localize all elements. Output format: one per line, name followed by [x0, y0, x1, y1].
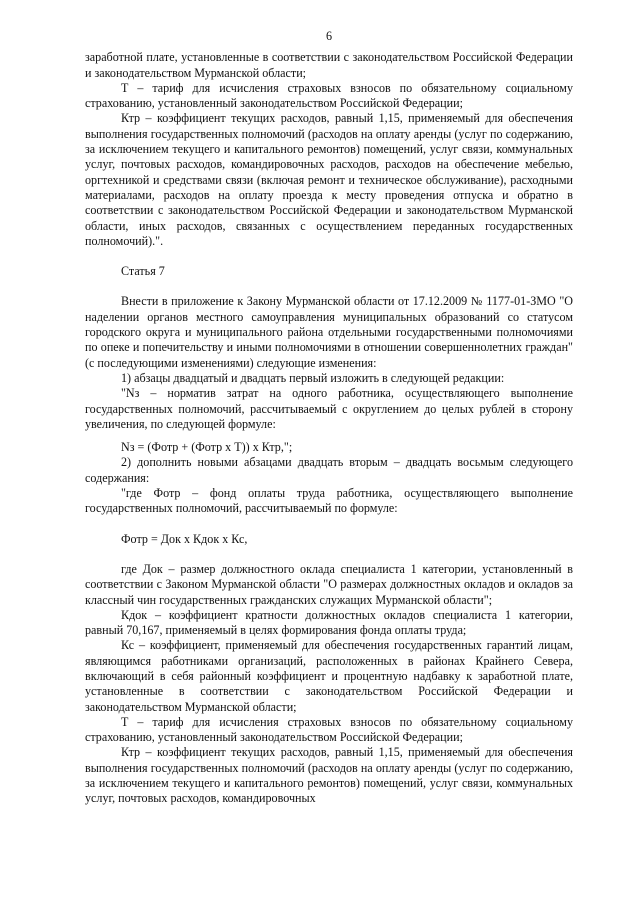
- spacer: [85, 517, 573, 532]
- paragraph: Кс – коэффициент, применяемый для обеспечения государственных гарантий лицам, являющимся работниками организаций, расположенных в районах Крайнего Севера, включающий в себя районный коэффициент и процентную надбавку к заработной плате, установленные в соответствии с законодательством Российской Федерации и законодательством Мурманской области;: [85, 638, 573, 714]
- page-number: 6: [325, 29, 333, 43]
- paragraph: где Док – размер должностного оклада специалиста 1 категории, установленный в соответствии с Законом Мурманской области "О размерах должностных окладов и окладов за классный чин государственных гражданских служащих Мурманской области";: [85, 561, 573, 607]
- spacer: [85, 547, 573, 562]
- spacer: [85, 249, 573, 264]
- paragraph: Т – тариф для исчисления страховых взносов по обязательному социальному страхованию, установленный законодательством Российской Федерации;: [85, 714, 573, 745]
- paragraph: заработной плате, установленные в соответствии с законодательством Российской Федерации и законодательством Мурманской области;: [85, 50, 573, 80]
- paragraph: 2) дополнить новыми абзацами двадцать вторым – двадцать восьмым следующего содержания:: [85, 455, 573, 485]
- paragraph: "Nз – норматив затрат на одного работника, осуществляющего выполнение государственных полномочий, рассчитываемый с округлением до целых рублей в сторону увеличения, по следующей формуле:: [85, 386, 573, 431]
- spacer: [85, 279, 573, 294]
- paragraph: Внести в приложение к Закону Мурманской области от 17.12.2009 № 1177-01-ЗМО "О наделении органов местного самоуправления муниципальных образований со статусом городского округа и муниципального района отдельными государственными полномочиями по опеке и попечительству и иными полномочиями в отношении совершеннолетних граждан" (с последующими изменениями) следующие изменения:: [85, 294, 573, 370]
- paragraph: Ктр – коэффициент текущих расходов, равный 1,15, применяемый для обеспечения выполнения государственных полномочий (расходов на оплату аренды (услуг по содержанию, за исключением текущего и капитального ремонтов) помещений, услуг связи, коммунальных услуг, почтовых расходов, командировочных: [85, 745, 573, 806]
- paragraph: 1) абзацы двадцатый и двадцать первый изложить в следующей редакции:: [121, 370, 505, 385]
- spacer: [85, 432, 573, 440]
- paragraph: "где Фотр – фонд оплаты труда работника, осуществляющего выполнение государственных полномочий, рассчитываемый по формуле:: [85, 486, 573, 516]
- paragraph: Т – тариф для исчисления страховых взносов по обязательному социальному страхованию, установленный законодательством Российской Федерации;: [85, 80, 573, 111]
- document-page: [85, 29, 573, 807]
- formula: Фотр = Док x Кдок x Кс,: [121, 531, 248, 546]
- paragraph: Кдок – коэффициент кратности должностных окладов специалиста 1 категории, равный 70,167, применяемый в целях формирования фонда оплаты труда;: [85, 607, 573, 638]
- formula: Nз = (Фотр + (Фотр x Т)) x Ктр,";: [121, 440, 293, 455]
- article-heading: Статья 7: [121, 264, 165, 279]
- paragraph: Ктр – коэффициент текущих расходов, равный 1,15, применяемый для обеспечения выполнения государственных полномочий (расходов на оплату аренды (услуг по содержанию, за исключением текущего и капитального ремонтов) помещений, услуг связи, коммунальных услуг, почтовых расходов, командировочных расходов, расходов на обеспечение мебелью, оргтехникой и средствами связи (включая ремонт и техническое обслуживание), расходными материалами, расходов на оплату проезда к месту проведения отпуска и обратно в соответствии с законодательством Российской Федерации и законодательством Мурманской области, иных расходов, связанных с осуществлением переданных государственных полномочий).".: [85, 111, 573, 248]
